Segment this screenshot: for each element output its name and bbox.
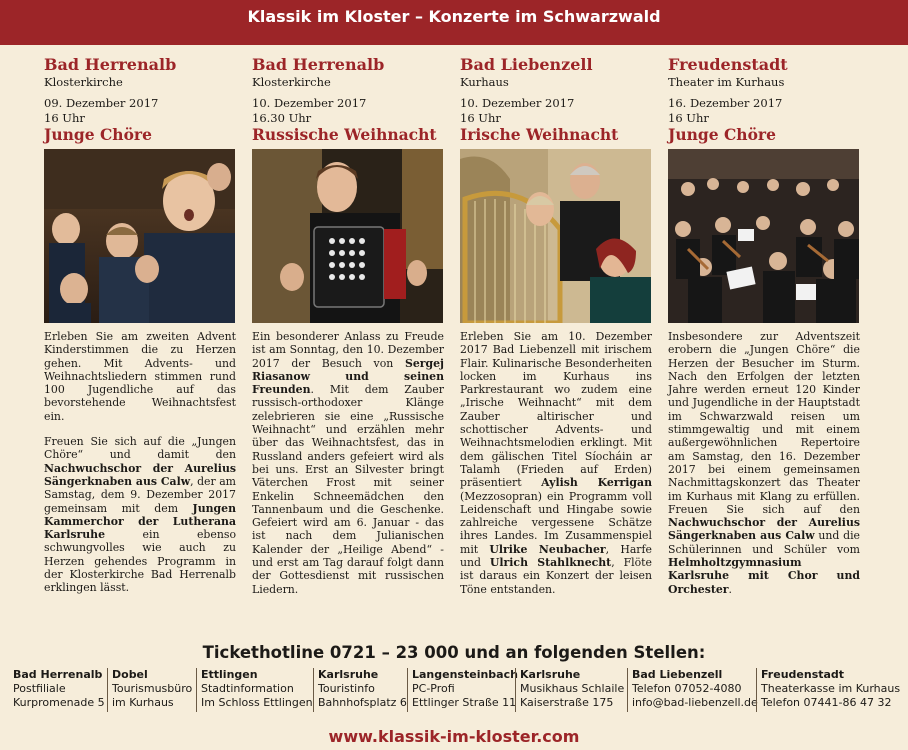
- banner-title: Klassik im Kloster – Konzerte im Schwarzwald: [0, 0, 908, 45]
- highlighted-name: Jungen Kammerchor der Lutherana Karlsruhe: [44, 501, 236, 542]
- highlighted-name: Nachwuchschor der Aurelius Sängerknaben aus Calw: [44, 461, 236, 488]
- outlet-line: Ettlinger Straße 11: [412, 696, 517, 709]
- text-run: , Harfe und: [460, 542, 652, 570]
- concert-time: 16 Uhr: [44, 111, 85, 125]
- outlet-item: [756, 668, 900, 712]
- ticket-outlets: [0, 668, 908, 712]
- concert-time: 16 Uhr: [460, 111, 501, 125]
- outlet-item: [107, 668, 192, 712]
- orchestra-photo: [668, 149, 859, 323]
- concert-city: Bad Herrenalb: [44, 55, 177, 74]
- outlet-city: Ettlingen: [201, 668, 258, 681]
- highlighted-name: Sergej Riasanow und seinen Freunden: [252, 356, 444, 397]
- outlet-line: Kurpromenade 5: [13, 696, 105, 709]
- outlet-line: im Kurhaus: [112, 696, 174, 709]
- text-run: Insbesondere zur Adventszeit erobern die „Jungen Chöre“ die Herzen der Besucher im Sturm. Nach den Erfolgen der letzten Jahre werden erneut 120 Kinder und Jugendliche in der Hauptstadt im Schwarzwald reisen um stimmgewaltig und mit einem außergewöhnlichen Repertoire am Samstag, den 16. Dezember 2017 bei einem gemeinsamen Nachmittagskonzert das Theater im Kurhaus mit Klang zu erfüllen. Freuen Sie sich auf den: [668, 330, 860, 516]
- outlet-city: Karlsruhe: [520, 668, 581, 681]
- text-run: Erleben Sie am 10. Dezember 2017 Bad Liebenzell mit irischem Flair. Kulinarische Besonderheiten locken im Kurhaus ins Parkrestaurant wo zudem eine „Irische Weihnacht“ mit dem Zauber altirischer und schottischer Advents- und Weihnachtsmelodien erklingt. Mit dem gälischen Titel Síocháin ar Talamh (Frieden auf Erden) präsentiert: [460, 330, 652, 490]
- outlet-item: [196, 668, 313, 712]
- description-paragraph: [44, 435, 236, 595]
- concert-description: [252, 330, 444, 596]
- description-paragraph: [460, 330, 652, 596]
- highlighted-name: Ulrike Neubacher: [489, 542, 606, 556]
- outlet-line: Stadtinformation: [201, 682, 294, 695]
- concert-venue: Klosterkirche: [44, 75, 123, 89]
- concert-description: [44, 330, 236, 595]
- outlet-line: Theaterkasse im Kurhaus: [761, 682, 901, 695]
- outlet-line: Touristinfo: [318, 682, 375, 695]
- concert-time: 16.30 Uhr: [252, 111, 312, 125]
- outlet-line: Telefon 07052-4080: [632, 682, 742, 695]
- outlet-item: [313, 668, 407, 712]
- outlet-city: Dobel: [112, 668, 148, 681]
- accordion-player-photo: [252, 149, 443, 323]
- outlet-item: [13, 668, 105, 712]
- text-run: Erleben Sie am zweiten Advent Kinderstimmen die zu Herzen gehen. Mit Advents- und Weihnachtsliedern stimmen rund 100 Jugendliche auf das bevorstehende Weihnachtsfest ein.: [44, 330, 236, 423]
- concert-column: [668, 55, 860, 608]
- concert-column: [252, 55, 444, 608]
- highlighted-name: Ulrich Stahlknecht: [489, 556, 612, 570]
- concert-time: 16 Uhr: [668, 111, 709, 125]
- outlet-line: Kaiserstraße 175: [520, 696, 614, 709]
- harp-trio-photo: [460, 149, 651, 323]
- concert-title: Irische Weihnacht: [460, 125, 619, 144]
- concert-date: 10. Dezember 2017: [460, 96, 575, 110]
- outlet-city: Bad Herrenalb: [13, 668, 103, 681]
- concert-venue: Kurhaus: [460, 75, 509, 89]
- text-run: und die Schülerinnen und Schüler vom: [668, 529, 861, 556]
- concert-title: Junge Chöre: [44, 125, 152, 144]
- outlet-city: Langensteinbach: [412, 668, 518, 681]
- outlet-item: [407, 668, 518, 712]
- outlet-city: Karlsruhe: [318, 668, 379, 681]
- description-paragraph: [44, 330, 236, 423]
- text-run: , der am Samstag, dem 9. Dezember 2017 gemeinsam mit dem: [44, 474, 237, 515]
- outlet-item: [515, 668, 624, 712]
- text-run: , Flöte ist daraus ein Konzert der leisen Töne entstanden.: [460, 556, 652, 596]
- concert-date: 09. Dezember 2017: [44, 96, 159, 110]
- highlighted-name: Helmholtzgymnasium Karlsruhe mit Chor und Orchester: [668, 556, 860, 596]
- concert-title: Junge Chöre: [668, 125, 776, 144]
- children-choir-photo: [44, 149, 235, 323]
- description-paragraph: [252, 330, 444, 596]
- website-link[interactable]: www.klassik-im-kloster.com: [328, 727, 580, 746]
- text-run: ein ebenso schwungvolles wie auch zu Herzen gehendes Programm in der Klosterkirche Bad Herrenalb erklingen lässt.: [44, 528, 236, 595]
- concert-description: [460, 330, 652, 596]
- highlighted-name: Nachwuchschor der Aurelius Sängerknaben aus Calw: [668, 516, 860, 543]
- text-run: Ein besonderer Anlass zu Freude ist am Sonntag, den 10. Dezember 2017 der Besuch von: [252, 330, 444, 370]
- outlet-city: Freudenstadt: [761, 668, 845, 681]
- concert-city: Bad Liebenzell: [460, 55, 593, 74]
- text-run: Freuen Sie sich auf die „Jungen Chöre“ und damit den: [44, 435, 236, 462]
- outlet-line: Tourismusbüro: [112, 682, 193, 695]
- concert-city: Freudenstadt: [668, 55, 788, 74]
- outlet-line: Im Schloss Ettlingen: [201, 696, 313, 709]
- outlet-line: info@bad-liebenzell.de: [632, 696, 758, 709]
- concert-date: 10. Dezember 2017: [252, 96, 367, 110]
- concert-date: 16. Dezember 2017: [668, 96, 783, 110]
- concert-title: Russische Weihnacht: [252, 125, 437, 144]
- outlet-line: Musikhaus Schlaile: [520, 682, 625, 695]
- outlet-line: Bahnhofsplatz 6: [318, 696, 407, 709]
- text-run: . Mit dem Zauber russisch-orthodoxer Klänge zelebrieren sie eine „Russische Weihnacht“ und erzählen mehr über das Weihnachtsfest, das in Russland anders gefeiert wird als bei uns. Erst an Silvester bringt Väterchen Frost mit seiner Enkelin Schneemädchen den Tannenbaum und die Geschenke. Gefeiert wird am 6. Januar - das ist nach dem Julianischen Kalender der „Heilige Abend“ - und erst am Tag darauf folgt dann der Gottesdienst mit russischen Liedern.: [252, 383, 444, 596]
- outlet-line: Postfiliale: [13, 682, 66, 695]
- concert-description: [668, 330, 860, 596]
- concert-city: Bad Herrenalb: [252, 55, 385, 74]
- concert-column: [44, 55, 236, 607]
- text-run: (Mezzosopran) ein Programm voll Leidenschaft und Hingabe sowie zahlreiche vergessene Schätze ihres Landes. Im Zusammenspiel mit: [460, 489, 652, 556]
- concert-venue: Theater im Kurhaus: [668, 75, 785, 89]
- outlet-item: [627, 668, 758, 712]
- concert-column: [460, 55, 652, 608]
- ticket-hotline: Tickethotline 0721 – 23 000 und an folgenden Stellen:: [202, 643, 706, 662]
- concert-venue: Klosterkirche: [252, 75, 331, 89]
- outlet-line: PC-Profi: [412, 682, 455, 695]
- text-run: .: [728, 582, 733, 596]
- outlet-line: Telefon 07441-86 47 32: [761, 696, 892, 709]
- highlighted-name: Aylish Kerrigan: [541, 476, 652, 490]
- outlet-city: Bad Liebenzell: [632, 668, 723, 681]
- description-paragraph: [668, 330, 860, 596]
